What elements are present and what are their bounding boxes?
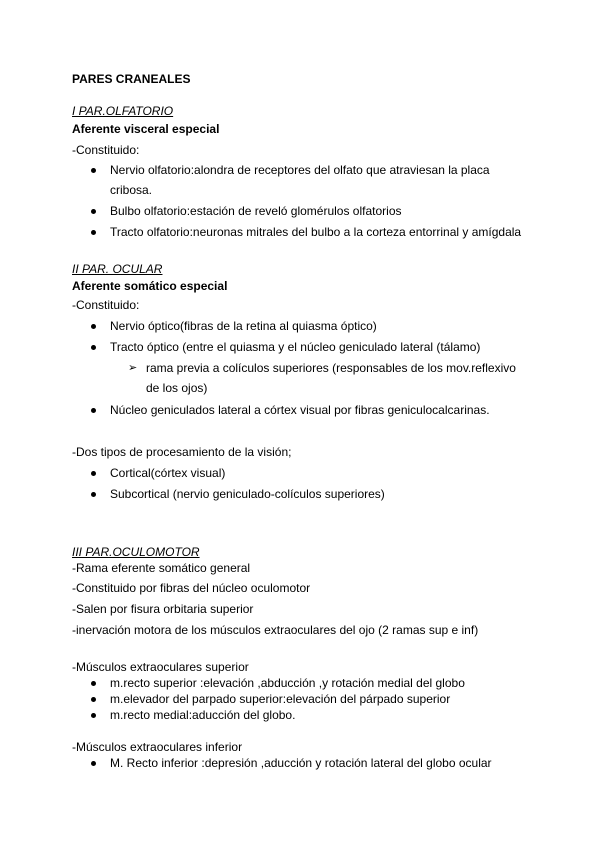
list-item: Nervio óptico(fibras de la retina al quiasma óptico): [110, 319, 377, 333]
paragraph-line: -inervación motora de los músculos extraoculares del ojo (2 ramas sup e inf): [72, 623, 479, 637]
list-item: Núcleo geniculados lateral a córtex visual por fibras geniculocalcarinas.: [110, 403, 490, 417]
bullet-icon: [91, 761, 96, 766]
bullet-icon: [91, 230, 96, 235]
section-heading: II PAR. OCULAR: [72, 262, 163, 276]
section-intro: -Constituido:: [72, 143, 140, 157]
bullet-icon: [91, 209, 96, 214]
list-item: M. Recto inferior :depresión ,aducción y rotación lateral del globo ocular: [110, 756, 492, 770]
paragraph-line: -Salen por fisura orbitaria superior: [72, 602, 254, 616]
list-item: m.elevador del parpado superior:elevación del párpado superior: [110, 692, 451, 706]
section-subheading: Aferente somático especial: [72, 279, 228, 293]
section-subheading: Aferente visceral especial: [72, 122, 220, 136]
section-intro: -Músculos extraoculares superior: [72, 660, 249, 674]
section-intro: -Constituido:: [72, 298, 140, 312]
bullet-icon: [91, 345, 96, 350]
bullet-icon: [91, 408, 96, 413]
paragraph-line: -Constituido por fibras del núcleo oculomotor: [72, 581, 311, 595]
section-heading: III PAR.OCULOMOTOR: [72, 545, 200, 559]
bullet-icon: [91, 697, 96, 702]
bullet-icon: [91, 492, 96, 497]
section-intro: -Músculos extraoculares inferior: [72, 740, 243, 754]
list-item: Cortical(córtex visual): [110, 466, 226, 480]
sublist-item-continuation: de los ojos): [146, 381, 208, 395]
list-item: Subcortical (nervio geniculado-colículos superiores): [110, 487, 385, 501]
list-item: Bulbo olfatorio:estación de reveló glomérulos olfatorios: [110, 204, 402, 218]
list-item-continuation: cribosa.: [110, 183, 153, 197]
bullet-icon: [91, 168, 96, 173]
section-intro: -Dos tipos de procesamiento de la visión;: [72, 445, 292, 459]
paragraph-line: -Rama eferente somático general: [72, 561, 251, 575]
list-item: Tracto olfatorio:neuronas mitrales del bulbo a la corteza entorrinal y amígdala: [110, 225, 522, 239]
bullet-icon: [91, 324, 96, 329]
bullet-icon: [91, 681, 96, 686]
list-item: m.recto superior :elevación ,abducción ,y rotación medial del globo: [110, 676, 465, 690]
document-title: PARES CRANEALES: [72, 72, 191, 86]
section-heading: I PAR.OLFATORIO: [72, 104, 174, 118]
bullet-icon: [91, 471, 96, 476]
list-item: m.recto medial:aducción del globo.: [110, 708, 296, 722]
list-item: Nervio olfatorio:alondra de receptores del olfato que atraviesan la placa: [110, 163, 490, 177]
sublist-item: rama previa a colículos superiores (responsables de los mov.reflexivo: [146, 361, 516, 375]
list-item: Tracto óptico (entre el quiasma y el núcleo geniculado lateral (tálamo): [110, 340, 481, 354]
arrow-bullet-icon: ➢: [128, 362, 138, 374]
bullet-icon: [91, 713, 96, 718]
